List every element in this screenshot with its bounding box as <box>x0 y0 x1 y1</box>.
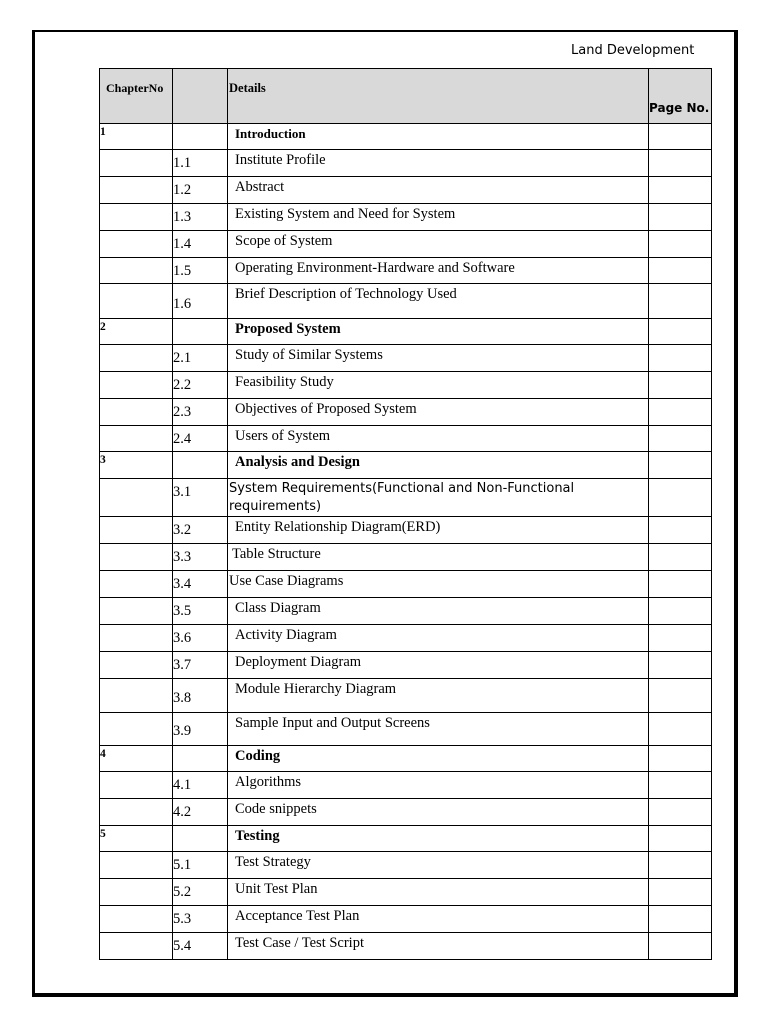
document-header: Land Development <box>571 43 695 58</box>
page-number-cell <box>649 544 712 571</box>
table-row <box>100 426 712 452</box>
details-cell: Test Case / Test Script <box>228 933 649 960</box>
section-number-cell: 3.3 <box>173 544 228 571</box>
section-number-cell: 4.1 <box>173 772 228 799</box>
table-row <box>100 284 712 319</box>
chapter-number-cell <box>100 852 173 879</box>
column-header-chapter: ChapterNo <box>100 69 173 124</box>
details-cell: Introduction <box>228 124 649 150</box>
section-number-cell: 3.2 <box>173 517 228 544</box>
details-cell: Brief Description of Technology Used <box>228 284 649 319</box>
details-cell: Entity Relationship Diagram(ERD) <box>228 517 649 544</box>
page-number-cell <box>649 679 712 713</box>
page-number-cell <box>649 598 712 625</box>
table-row <box>100 713 712 746</box>
table-of-contents <box>99 68 712 960</box>
section-number-cell: 1.5 <box>173 258 228 284</box>
chapter-number-cell: 1 <box>100 124 173 150</box>
table-row <box>100 517 712 544</box>
page-number-cell <box>649 479 712 517</box>
page-number-cell <box>649 150 712 177</box>
page-number-cell <box>649 372 712 399</box>
section-number-cell <box>173 124 228 150</box>
details-cell: Use Case Diagrams <box>228 571 649 598</box>
chapter-number-cell: 2 <box>100 319 173 345</box>
section-number-cell: 2.1 <box>173 345 228 372</box>
section-number-cell: 2.4 <box>173 426 228 452</box>
page-number-cell <box>649 319 712 345</box>
chapter-number-cell <box>100 177 173 204</box>
page-number-cell <box>649 625 712 652</box>
page-number-cell <box>649 284 712 319</box>
chapter-number-cell <box>100 426 173 452</box>
chapter-number-cell: 4 <box>100 746 173 772</box>
chapter-number-cell: 5 <box>100 826 173 852</box>
column-header-section <box>173 69 228 124</box>
chapter-number-cell <box>100 372 173 399</box>
details-cell: Unit Test Plan <box>228 879 649 906</box>
chapter-number-cell <box>100 679 173 713</box>
details-cell: Class Diagram <box>228 598 649 625</box>
page-number-cell <box>649 231 712 258</box>
table-row <box>100 625 712 652</box>
chapter-number-cell <box>100 652 173 679</box>
page-number-cell <box>649 746 712 772</box>
table-row <box>100 258 712 284</box>
details-cell: Algorithms <box>228 772 649 799</box>
details-cell: Institute Profile <box>228 150 649 177</box>
chapter-number-cell <box>100 933 173 960</box>
chapter-number-cell <box>100 284 173 319</box>
table-row <box>100 906 712 933</box>
table-row <box>100 124 712 150</box>
table-row <box>100 879 712 906</box>
chapter-number-cell <box>100 399 173 426</box>
page-number-cell <box>649 906 712 933</box>
table-row <box>100 345 712 372</box>
chapter-number-cell <box>100 258 173 284</box>
page-number-cell <box>649 258 712 284</box>
table-row <box>100 598 712 625</box>
section-number-cell <box>173 319 228 345</box>
section-number-cell: 1.3 <box>173 204 228 231</box>
section-number-cell: 1.4 <box>173 231 228 258</box>
chapter-number-cell <box>100 906 173 933</box>
details-cell: Table Structure <box>228 544 649 571</box>
table-row <box>100 204 712 231</box>
section-number-cell: 5.4 <box>173 933 228 960</box>
column-header-details: Details <box>228 69 649 124</box>
table-row <box>100 799 712 826</box>
details-cell: Objectives of Proposed System <box>228 399 649 426</box>
section-number-cell <box>173 826 228 852</box>
table-row <box>100 746 712 772</box>
section-number-cell: 5.2 <box>173 879 228 906</box>
table-row <box>100 372 712 399</box>
table-row <box>100 399 712 426</box>
page-number-cell <box>649 517 712 544</box>
section-number-cell: 5.3 <box>173 906 228 933</box>
details-cell: Users of System <box>228 426 649 452</box>
details-cell: Code snippets <box>228 799 649 826</box>
section-number-cell <box>173 452 228 479</box>
details-cell: Study of Similar Systems <box>228 345 649 372</box>
page-number-cell <box>649 452 712 479</box>
table-row <box>100 544 712 571</box>
details-cell: Analysis and Design <box>228 452 649 479</box>
section-number-cell: 1.1 <box>173 150 228 177</box>
details-cell: Test Strategy <box>228 852 649 879</box>
section-number-cell: 2.3 <box>173 399 228 426</box>
chapter-number-cell <box>100 571 173 598</box>
page-number-cell <box>649 426 712 452</box>
column-header-page: Page No. <box>649 69 712 124</box>
page-number-cell <box>649 571 712 598</box>
table-row <box>100 571 712 598</box>
chapter-number-cell <box>100 879 173 906</box>
page-number-cell <box>649 772 712 799</box>
table-row <box>100 452 712 479</box>
chapter-number-cell <box>100 231 173 258</box>
table-row <box>100 652 712 679</box>
details-cell: Sample Input and Output Screens <box>228 713 649 746</box>
table-row <box>100 479 712 517</box>
page-number-cell <box>649 177 712 204</box>
chapter-number-cell <box>100 598 173 625</box>
page-number-cell <box>649 652 712 679</box>
details-cell: Abstract <box>228 177 649 204</box>
details-cell: Feasibility Study <box>228 372 649 399</box>
table-row <box>100 679 712 713</box>
table-row <box>100 319 712 345</box>
page-number-cell <box>649 204 712 231</box>
page-number-cell <box>649 852 712 879</box>
chapter-number-cell <box>100 625 173 652</box>
section-number-cell: 3.4 <box>173 571 228 598</box>
details-cell: System Requirements(Functional and Non-Functional requirements) <box>228 479 649 517</box>
chapter-number-cell <box>100 713 173 746</box>
table-row <box>100 852 712 879</box>
chapter-number-cell: 3 <box>100 452 173 479</box>
chapter-number-cell <box>100 772 173 799</box>
section-number-cell: 3.6 <box>173 625 228 652</box>
page-number-cell <box>649 399 712 426</box>
section-number-cell: 1.2 <box>173 177 228 204</box>
section-number-cell: 3.8 <box>173 679 228 713</box>
table-row <box>100 933 712 960</box>
chapter-number-cell <box>100 799 173 826</box>
section-number-cell: 3.7 <box>173 652 228 679</box>
table-row <box>100 177 712 204</box>
page-number-cell <box>649 713 712 746</box>
table-header-row <box>100 69 712 124</box>
details-cell: Scope of System <box>228 231 649 258</box>
table-row <box>100 826 712 852</box>
table-row <box>100 150 712 177</box>
details-cell: Coding <box>228 746 649 772</box>
details-cell: Acceptance Test Plan <box>228 906 649 933</box>
chapter-number-cell <box>100 150 173 177</box>
chapter-number-cell <box>100 544 173 571</box>
table-row <box>100 231 712 258</box>
section-number-cell: 3.5 <box>173 598 228 625</box>
section-number-cell: 3.9 <box>173 713 228 746</box>
table-row <box>100 772 712 799</box>
section-number-cell <box>173 746 228 772</box>
details-cell: Proposed System <box>228 319 649 345</box>
page-number-cell <box>649 879 712 906</box>
details-cell: Module Hierarchy Diagram <box>228 679 649 713</box>
page-number-cell <box>649 799 712 826</box>
chapter-number-cell <box>100 517 173 544</box>
page-number-cell <box>649 345 712 372</box>
page-number-cell <box>649 826 712 852</box>
section-number-cell: 1.6 <box>173 284 228 319</box>
details-cell: Existing System and Need for System <box>228 204 649 231</box>
page-number-cell <box>649 933 712 960</box>
chapter-number-cell <box>100 345 173 372</box>
details-cell: Activity Diagram <box>228 625 649 652</box>
details-cell: Testing <box>228 826 649 852</box>
chapter-number-cell <box>100 479 173 517</box>
section-number-cell: 2.2 <box>173 372 228 399</box>
details-cell: Deployment Diagram <box>228 652 649 679</box>
chapter-number-cell <box>100 204 173 231</box>
page-number-cell <box>649 124 712 150</box>
details-cell: Operating Environment-Hardware and Software <box>228 258 649 284</box>
section-number-cell: 5.1 <box>173 852 228 879</box>
section-number-cell: 3.1 <box>173 479 228 517</box>
section-number-cell: 4.2 <box>173 799 228 826</box>
